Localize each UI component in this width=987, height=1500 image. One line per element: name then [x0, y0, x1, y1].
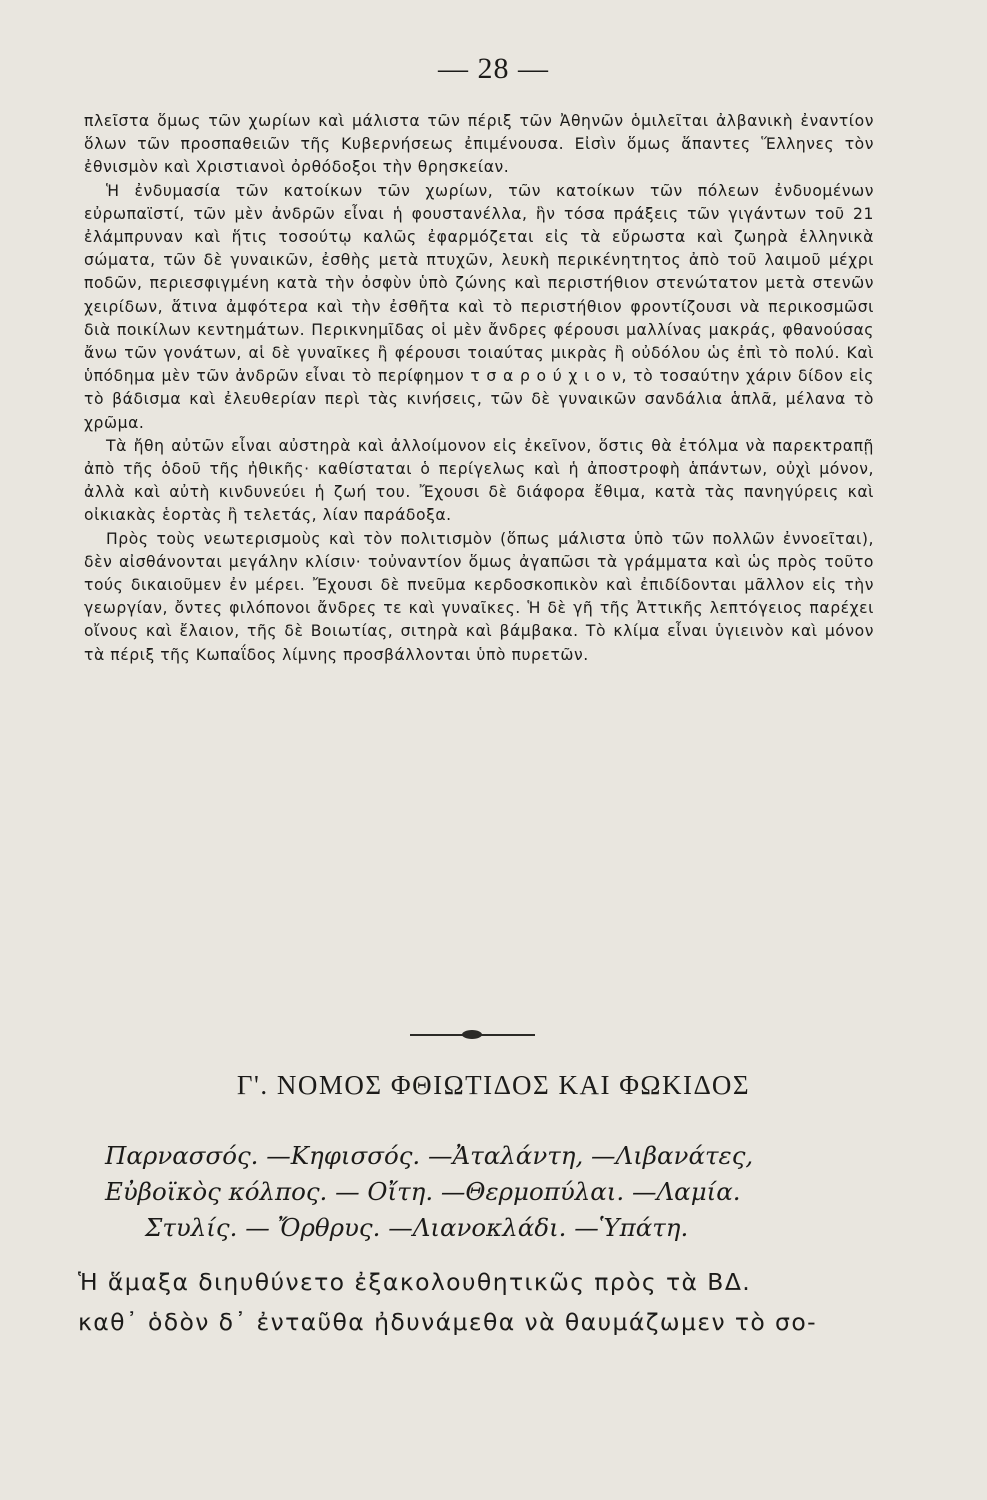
paragraph: πλεῖστα ὅμως τῶν χωρίων καὶ μάλιστα τῶν πέριξ τῶν Ἀθηνῶν ὁμιλεῖται ἀλβανικὴ ἐναντίον ὅλων τῶν προσπαθειῶν τῆς Κυβερνήσεως ἐπιμένουσα. Εἰσὶν ὅμως ἅπαντες Ἕλληνες τὸν ἐθνισμὸν καὶ Χριστιανοὶ ὀρθόδοξοι τὴν θρησκείαν. — [84, 112, 874, 177]
places-line: Στυλίς. — Ὄρθρυς. —Λιανοκλάδι. —Ὑπάτη. — [145, 1213, 689, 1242]
section-title: Γ'. ΝΟΜΟΣ ΦΘΙΩΤΙΔΟΣ ΚΑΙ ΦΩΚΙΔΟΣ — [236, 1070, 751, 1100]
paragraph: Πρὸς τοὺς νεωτερισμοὺς καὶ τὸν πολιτισμὸν (ὅπως μάλιστα ὑπὸ τῶν πολλῶν ἐννοεῖται), δὲν αἰσθάνονται μεγάλην κλίσιν· τοὐναντίον ὅμως ἀγαπῶσι τὰ γράμματα καὶ ὡς πρὸς τοῦτο τούς δικαιοῦμεν ἐν μέρει. Ἔχουσι δὲ πνεῦμα κερδοσκοπικὸν καὶ ἐπιδίδονται μᾶλλον εἰς τὴν γεωργίαν, ὄντες φιλόπονοι ἄνδρες τε καὶ γυναῖκες. Ἡ δὲ γῆ τῆς Ἀττικῆς λεπτόγειος παρέχει οἴνους καὶ ἔλαιον, τῆς δὲ Βοιωτίας, σιτηρὰ καὶ βάμβακα. Τὸ κλίμα εἶναι ὑγιεινὸν καὶ μόνον τὰ πέριξ τῆς Κωπαΐδος λίμνης προσβάλλονται ὑπὸ πυρετῶν. — [84, 529, 874, 664]
divider-ornament — [462, 1030, 482, 1039]
text-line: καθ᾽ ὁδὸν δ᾽ ἐνταῦθα ἠδυνάμεθα νὰ θαυμάζωμεν τὸ σο- — [78, 1308, 818, 1336]
places-line: Εὐβοϊκὸς κόλπος. — Οἴτη. —Θερμοπύλαι. —Λαμία. — [105, 1177, 741, 1206]
places-line: Παρνασσός. —Κηφισσός. —Ἀταλάντη, —Λιβανάτες, — [105, 1141, 754, 1170]
paragraph: Τὰ ἤθη αὐτῶν εἶναι αὐστηρὰ καὶ ἀλλοίμονον εἰς ἐκεῖνον, ὅστις θὰ ἐτόλμα νὰ παρεκτραπῇ ἀπὸ τῆς ὁδοῦ τῆς ἠθικῆς· καθίσταται ὁ περίγελως καὶ ἡ ἀποστροφὴ ἁπάντων, οὐχὶ μόνον, ἀλλὰ καὶ αὐτὴ κινδυνεύει ἡ ζωή του. Ἔχουσι δὲ διάφορα ἔθιμα, κατὰ τὰς πανηγύρεις καὶ οἰκιακὰς ἑορτὰς ἢ τελετάς, λίαν παράδοξα. — [84, 436, 874, 525]
paragraph: Ἡ ἐνδυμασία τῶν κατοίκων τῶν χωρίων, τῶν κατοίκων τῶν πόλεων ἐνδυομένων εὐρωπαϊστί, τῶν μὲν ἀνδρῶν εἶναι ἡ φουστανέλλα, ἣν τόσα πράξεις τῶν γιγάντων τοῦ 21 ἐλάμπρυναν καὶ ἥτις τοσούτῳ καλῶς ἐφαρμόζεται εἰς τὰ εὔρωστα καὶ ζωηρὰ ἑλληνικὰ σώματα, τῶν δὲ γυναικῶν, ἐσθὴς μετὰ πτυχῶν, λευκὴ περικένητητος ἀπὸ τοῦ λαιμοῦ μέχρι ποδῶν, περιεσφιγμένη κατὰ τὴν ὀσφὺν ὑπὸ ζώνης καὶ περιστήθιον στενώτατον μετὰ στενῶν χειρίδων, ἅτινα ἀμφότερα καὶ τὴν ἐσθῆτα καὶ τὸ περιστήθιον φροντίζουσι νὰ περικοσμῶσι διὰ ποικίλων κεντημάτων. Περικνημῖδας οἱ μὲν ἄνδρες φέρουσι μαλλίνας μακράς, φθανούσας ἄνω τῶν γονάτων, αἱ δὲ γυναῖκες ἢ φέρουσι τοιαύτας μικρὰς ἢ οὐδόλου ὡς ἐπὶ τὸ πολύ. Καὶ ὑπόδημα μὲν τῶν ἀνδρῶν εἶναι τὸ περίφημον τ σ α ρ ο ύ χ ι ο ν, τὸ τοσαύτην χάριν δίδον εἰς τὸ βάδισμα καὶ ἐλευθερίαν περὶ τὰς κινήσεις, τῶν δὲ γυναικῶν σανδάλια ἁπλᾶ, μέλανα τὸ χρῶμα. — [84, 181, 874, 432]
body-text — [84, 110, 874, 667]
text-line: Ἡ ἅμαξα διηυθύνετο ἐξακολουθητικῶς πρὸς τὰ ΒΔ. — [78, 1268, 752, 1296]
section-opening-text — [78, 1262, 878, 1342]
places-list — [105, 1138, 865, 1246]
page-number: — 28 — — [438, 52, 549, 85]
